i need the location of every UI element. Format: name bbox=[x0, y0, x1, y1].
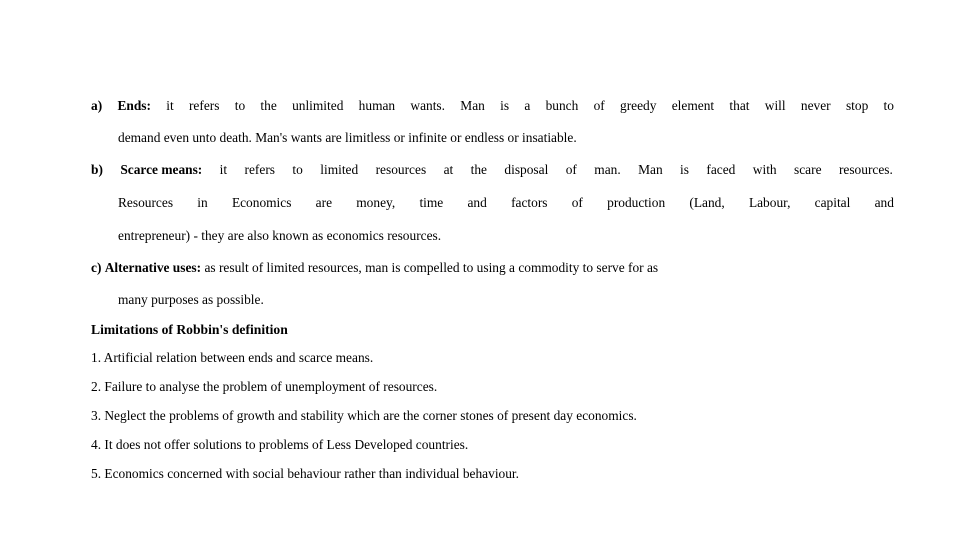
item-b-word: Man bbox=[638, 162, 663, 177]
item-b-word: faced bbox=[706, 162, 736, 177]
limitations-heading: Limitations of Robbin's definition bbox=[91, 322, 288, 337]
limitation-point: 2. Failure to analyse the problem of unemployment of resources. bbox=[91, 379, 438, 394]
item-c-term: Alternative uses: bbox=[104, 260, 202, 275]
item-b-word: disposal bbox=[504, 162, 549, 177]
item-b-line-2 bbox=[118, 195, 894, 211]
item-b-word: at bbox=[443, 162, 454, 177]
item-b-word: limited bbox=[320, 162, 359, 177]
item-b-line-3: entrepreneur) - they are also known as economics resources. bbox=[118, 228, 442, 243]
item-b-word: is bbox=[680, 162, 689, 177]
item-a-word: bunch bbox=[545, 98, 579, 113]
item-a-word: never bbox=[800, 98, 831, 113]
limitation-point: 5. Economics concerned with social behaviour rather than individual behaviour. bbox=[91, 466, 519, 481]
item-c-line-1 bbox=[91, 260, 658, 276]
item-b-word: man. bbox=[594, 162, 621, 177]
limitation-point: 4. It does not offer solutions to problems of Less Developed countries. bbox=[91, 437, 469, 452]
item-a-word: refers bbox=[188, 98, 220, 113]
item-b-word: scare bbox=[794, 162, 822, 177]
item-b-marker: b) bbox=[91, 162, 103, 177]
item-a-word: wants. bbox=[410, 98, 445, 113]
item-b-word: in bbox=[197, 195, 208, 210]
item-b-word: money, bbox=[356, 195, 396, 210]
item-a-word: stop bbox=[845, 98, 869, 113]
item-a-word: of bbox=[593, 98, 605, 113]
item-b-word: refers bbox=[244, 162, 276, 177]
item-a-word: it bbox=[166, 98, 174, 113]
item-a-line-1 bbox=[91, 98, 894, 114]
item-a-word: human bbox=[358, 98, 396, 113]
item-a-term: Ends: bbox=[117, 98, 151, 113]
item-a-word: the bbox=[260, 98, 277, 113]
limitation-point: 3. Neglect the problems of growth and stability which are the corner stones of present day economics. bbox=[91, 408, 637, 423]
item-b-line-1 bbox=[91, 162, 893, 178]
item-b-word: resources bbox=[375, 162, 427, 177]
item-a-word: element bbox=[671, 98, 715, 113]
item-b-term: Scarce means: bbox=[120, 162, 203, 177]
item-a-word: is bbox=[500, 98, 510, 113]
item-b-word: and bbox=[874, 195, 894, 210]
item-a-word: to bbox=[234, 98, 246, 113]
item-c-line-2: many purposes as possible. bbox=[118, 292, 264, 307]
item-b-word: with bbox=[752, 162, 777, 177]
item-a-word: to bbox=[883, 98, 894, 113]
item-a-word: Man bbox=[460, 98, 485, 113]
item-a-word: greedy bbox=[620, 98, 657, 113]
item-b-word: factors bbox=[511, 195, 548, 210]
item-b-word: (Land, bbox=[689, 195, 725, 210]
item-b-word: to bbox=[292, 162, 303, 177]
item-b-word: Labour, bbox=[748, 195, 791, 210]
item-b-word: and bbox=[467, 195, 487, 210]
limitation-point: 1. Artificial relation between ends and scarce means. bbox=[91, 350, 374, 365]
item-c-text: as result of limited resources, man is compelled to using a commodity to serve for as bbox=[204, 260, 659, 275]
item-b-word: Resources bbox=[118, 195, 174, 210]
item-a-word: unlimited bbox=[292, 98, 344, 113]
item-c-marker: c) bbox=[91, 260, 102, 275]
item-b-word: of bbox=[571, 195, 583, 210]
item-b-word: production bbox=[607, 195, 666, 210]
item-b-word: are bbox=[315, 195, 333, 210]
item-b-word: capital bbox=[814, 195, 851, 210]
item-a-line-2: demand even unto death. Man's wants are limitless or infinite or endless or insatiable. bbox=[118, 130, 577, 145]
item-b-word: the bbox=[470, 162, 487, 177]
item-b-word: time bbox=[419, 195, 444, 210]
item-b-word: Economics bbox=[231, 195, 292, 210]
item-b-word: resources. bbox=[838, 162, 893, 177]
item-a-word: that bbox=[729, 98, 750, 113]
item-a-word: will bbox=[764, 98, 786, 113]
item-a-word: a bbox=[524, 98, 531, 113]
item-b-word: of bbox=[565, 162, 577, 177]
item-b-word: it bbox=[219, 162, 228, 177]
item-a-marker: a) bbox=[91, 98, 103, 113]
